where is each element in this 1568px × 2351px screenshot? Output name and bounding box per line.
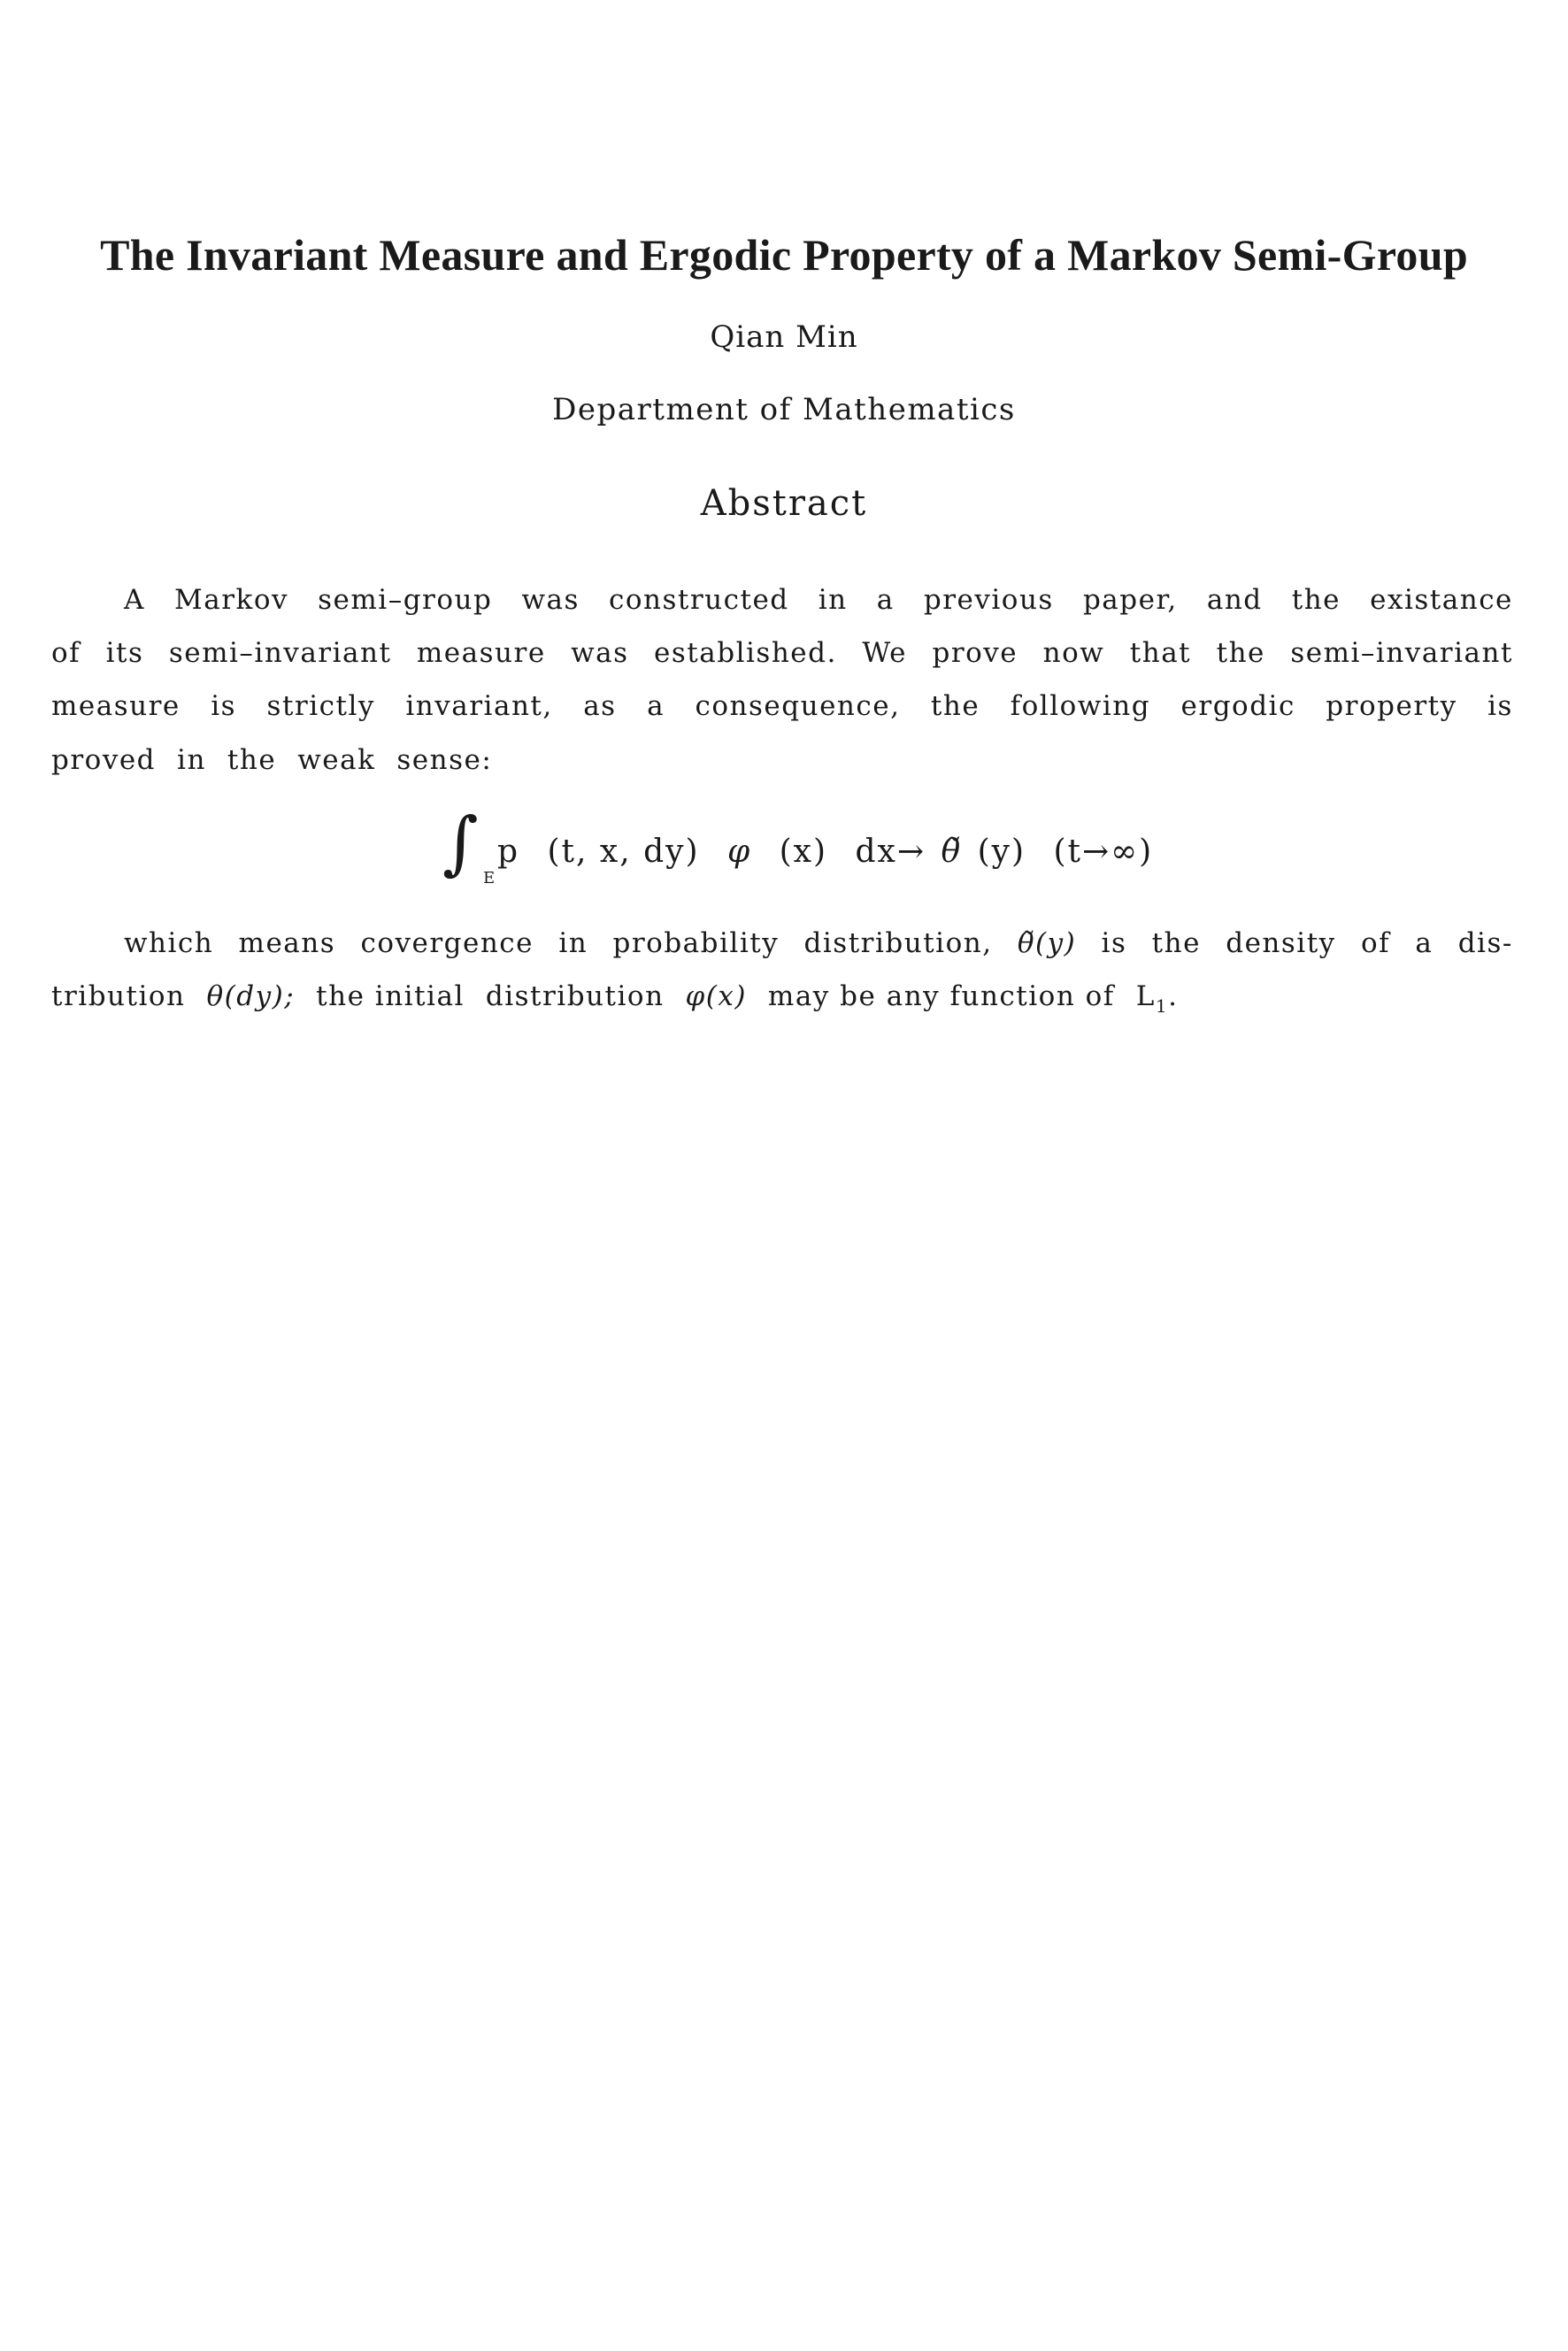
word: ergodic [1180, 690, 1295, 722]
word: a [1415, 927, 1433, 959]
word: established. [654, 637, 837, 669]
word: that [1129, 637, 1192, 669]
word: probability [612, 927, 780, 959]
word: the [227, 744, 277, 776]
word: was [521, 584, 580, 616]
author-name: Qian Min [710, 319, 858, 355]
word: semi–invariant [1290, 637, 1513, 669]
integral-subscript: E [483, 869, 496, 887]
formula-args: (t, x, dy) [547, 834, 700, 870]
word: is [1101, 927, 1127, 959]
line6-L1 [1136, 978, 1179, 1025]
line6-period: . [1168, 980, 1179, 1012]
line6-theta-dy: θ(dy); [206, 980, 296, 1012]
word: its [105, 637, 144, 669]
line6-L-sub: 1 [1155, 995, 1169, 1017]
word: covergence [360, 927, 534, 959]
word: invariant, [405, 690, 553, 722]
word: constructed [608, 584, 789, 616]
line6-L: L [1135, 980, 1156, 1012]
line6-distribution: distribution [485, 980, 665, 1012]
formula-dx-arrow: dx→ [855, 834, 926, 870]
word: sense: [396, 744, 493, 776]
word: as [583, 690, 617, 722]
word: and [1206, 584, 1263, 616]
paper-title: The Invariant Measure and Ergodic Property of a Markov Semi-Group [100, 230, 1468, 280]
formula-limit: (t→∞) [1053, 834, 1154, 870]
formula-phi: φ [726, 834, 752, 870]
word: a [647, 690, 665, 722]
word: semi–invariant [168, 637, 392, 669]
word: density [1226, 927, 1336, 959]
word: is [211, 690, 237, 722]
abstract-line-3 [51, 688, 1513, 725]
word: consequence, [695, 690, 901, 722]
word: of [51, 637, 81, 669]
word: now [1042, 637, 1105, 669]
word: in [818, 584, 848, 616]
line6-may-be-any: may be any function of [767, 980, 1115, 1012]
word: in [558, 927, 588, 959]
word: following [1010, 690, 1151, 722]
affiliation: Department of Mathematics [552, 392, 1016, 427]
word: a [876, 584, 895, 616]
line6-the-initial: the initial [316, 980, 465, 1012]
word: of [1360, 927, 1391, 959]
word: previous [923, 584, 1054, 616]
formula-p: p [497, 834, 520, 870]
word: the [1291, 584, 1341, 616]
word: A [124, 584, 145, 616]
word: prove [932, 637, 1018, 669]
formula-y-arg: (y) [977, 834, 1026, 870]
word: was [571, 637, 629, 669]
word: weak [297, 744, 376, 776]
word: the [1151, 927, 1201, 959]
word: semi–group [318, 584, 493, 616]
line6-tribution: tribution [51, 980, 186, 1012]
word: measure [51, 690, 181, 722]
word: property [1326, 690, 1457, 722]
formula-body [497, 831, 1169, 873]
abstract-line-2 [51, 634, 1513, 672]
abstract-line-6 [51, 978, 1513, 1025]
word: the [930, 690, 980, 722]
word: Markov [174, 584, 289, 616]
word: which [124, 927, 214, 959]
word: dis- [1457, 927, 1513, 959]
word: We [862, 637, 907, 669]
abstract-line-4 [51, 741, 1513, 779]
formula-x-arg: (x) [779, 834, 828, 870]
word: is [1487, 690, 1513, 722]
formula-theta-tilde: θ̃ [941, 834, 963, 870]
word: existance [1370, 584, 1513, 616]
abstract-heading: Abstract [700, 483, 868, 524]
word: in [177, 744, 206, 776]
line6-phi-x: φ(x) [685, 980, 747, 1012]
word: θ̃(y) [1017, 927, 1077, 959]
integral-sign: ∫ [442, 803, 479, 883]
word: means [238, 927, 336, 959]
word: proved [51, 744, 157, 776]
word: distribution, [803, 927, 993, 959]
word: paper, [1082, 584, 1178, 616]
abstract-line-5 [124, 925, 1513, 962]
word: the [1216, 637, 1265, 669]
word: measure [416, 637, 546, 669]
word: strictly [266, 690, 375, 722]
abstract-line-1 [124, 581, 1513, 618]
